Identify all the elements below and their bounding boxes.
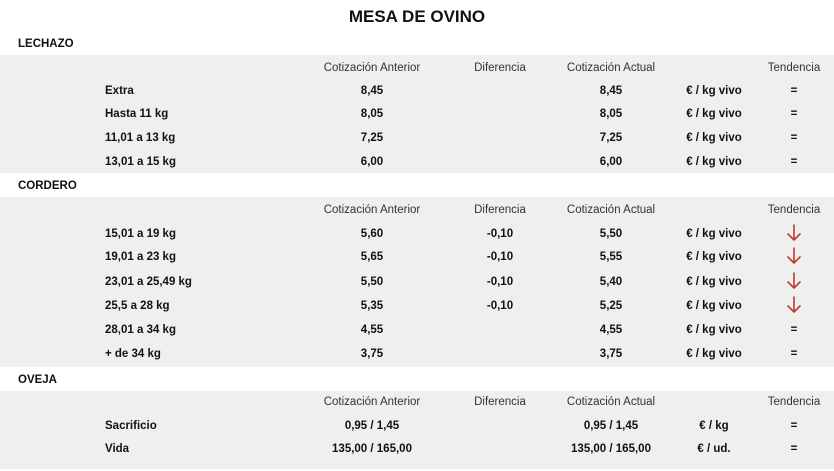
unit-label: € / kg vivo [686,85,742,97]
unit-label: € / kg vivo [686,108,742,120]
down-arrow-icon [764,272,824,290]
unit-label: € / kg vivo [686,251,742,263]
trend-equal-sign: = [790,420,798,432]
cotizacion-anterior: 5,65 [360,251,384,263]
trend-equal-sign: = [790,443,798,455]
unit-label: € / kg [699,420,729,432]
cotizacion-anterior: 8,05 [360,108,384,120]
trend-equal-sign: = [790,156,798,168]
unit-label: € / kg vivo [686,324,742,336]
unit-label: € / kg vivo [686,156,742,168]
column-header-tendencia: Tendencia [767,204,821,216]
row-label: 28,01 a 34 kg [105,324,176,336]
diferencia-value: -0,10 [486,300,514,312]
cotizacion-anterior: 135,00 / 165,00 [332,443,412,455]
column-header-diferencia: Diferencia [474,62,526,74]
unit-label: € / kg vivo [686,348,742,360]
section-heading: OVEJA [0,369,834,391]
cotizacion-anterior: 5,60 [360,228,384,240]
cotizacion-actual: 135,00 / 165,00 [571,443,651,455]
section-heading: LECHAZO [0,33,834,55]
column-header-tendencia: Tendencia [767,62,821,74]
unit-label: € / kg vivo [686,228,742,240]
cotizacion-anterior: 5,50 [360,276,384,288]
trend-equal-sign: = [790,132,798,144]
column-header-tendencia: Tendencia [767,396,821,408]
cotizacion-actual: 8,05 [599,108,623,120]
cotizacion-actual: 5,25 [599,300,623,312]
row-label: 11,01 a 13 kg [105,132,176,144]
trend-equal-sign: = [790,85,798,97]
cotizacion-anterior: 7,25 [360,132,384,144]
cotizacion-anterior: 6,00 [360,156,384,168]
row-label: 25,5 a 28 kg [105,300,170,312]
column-header-actual: Cotización Actual [566,62,656,74]
row-label: Extra [105,85,134,97]
cotizacion-actual: 4,55 [599,324,623,336]
down-arrow-icon [764,296,824,314]
row-label: 23,01 a 25,49 kg [105,276,192,288]
row-label: Hasta 11 kg [105,108,169,120]
cotizacion-anterior: 4,55 [360,324,384,336]
row-label: Sacrificio [105,420,157,432]
section-heading: CORDERO [0,175,834,197]
unit-label: € / kg vivo [686,132,742,144]
column-header-anterior: Cotización Anterior [323,204,421,216]
down-arrow-icon [764,224,824,242]
cotizacion-anterior: 5,35 [360,300,384,312]
row-label: Vida [105,443,130,455]
row-label: 13,01 a 15 kg [105,156,176,168]
cotizacion-anterior: 8,45 [360,85,384,97]
column-header-anterior: Cotización Anterior [323,62,421,74]
trend-equal-sign: = [790,324,798,336]
unit-label: € / kg vivo [686,276,742,288]
unit-label: € / kg vivo [686,300,742,312]
cotizacion-actual: 5,40 [599,276,623,288]
column-header-actual: Cotización Actual [566,204,656,216]
cotizacion-actual: 6,00 [599,156,623,168]
down-arrow-icon [764,247,824,265]
column-header-diferencia: Diferencia [474,204,526,216]
column-header-anterior: Cotización Anterior [323,396,421,408]
diferencia-value: -0,10 [486,228,514,240]
row-label: 19,01 a 23 kg [105,251,176,263]
cotizacion-anterior: 0,95 / 1,45 [344,420,400,432]
cotizacion-anterior: 3,75 [360,348,384,360]
cotizacion-actual: 5,50 [599,228,623,240]
diferencia-value: -0,10 [486,251,514,263]
column-header-actual: Cotización Actual [566,396,656,408]
diferencia-value: -0,10 [486,276,514,288]
cotizacion-actual: 8,45 [599,85,623,97]
row-label: + de 34 kg [105,348,161,360]
row-label: 15,01 a 19 kg [105,228,176,240]
cotizacion-actual: 5,55 [599,251,623,263]
cotizacion-actual: 7,25 [599,132,623,144]
cotizacion-actual: 3,75 [599,348,623,360]
cotizacion-actual: 0,95 / 1,45 [583,420,639,432]
trend-equal-sign: = [790,108,798,120]
page-title: MESA DE OVINO [348,7,486,26]
trend-equal-sign: = [790,348,798,360]
column-header-diferencia: Diferencia [474,396,526,408]
unit-label: € / ud. [697,443,731,455]
